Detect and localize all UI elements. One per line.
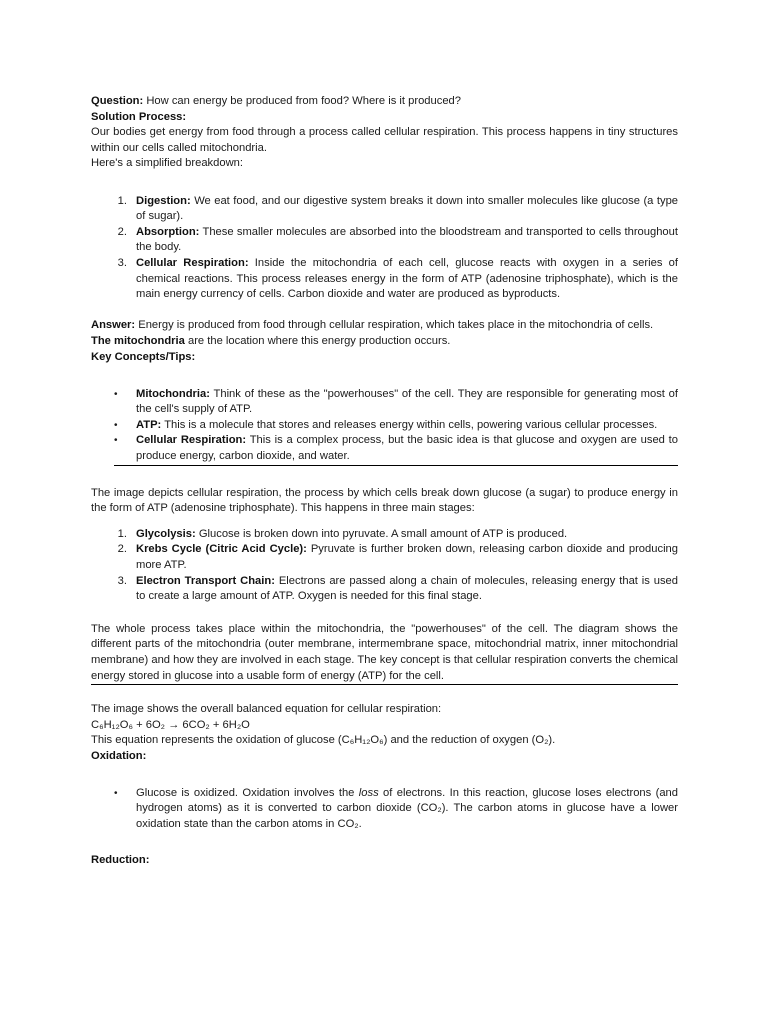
list-number: 3. [117,574,127,587]
item-label: Electron Transport Chain: [136,574,275,587]
item-text: This is a complex process, but the basic idea is that glucose and oxygen are used to produce energy, carbon dioxide, and water. [136,434,679,463]
item-label: Cellular Respiration: [136,434,247,447]
document-page [91,94,678,869]
item-text: Inside the mitochondria of each cell, glucose reacts with oxygen in a series of chemical reactions. This process releases energy in the form of ATP (adenosine triphosphate), which is the main energy currency of cells. Carbon dioxide and water are produced as byproducts. [136,256,678,301]
list-item [91,786,678,833]
stages-list [91,527,678,605]
item-label: Digestion: [136,194,191,207]
list-number: 3. [117,256,127,269]
equation-intro: The image shows the overall balanced equation for cellular respiration: [91,703,442,716]
equation: C₆H₁₂O₆ + 6O₂ → 6CO₂ + 6H₂O [91,718,250,731]
item-text: Think of these as the "powerhouses" of the cell. They are responsible for generating most of the cell's supply of ATP. [136,387,678,416]
list-item [91,542,678,573]
list-item [91,225,678,256]
concepts-list [91,387,678,465]
oxidation-heading [91,749,678,765]
item-text: This is a molecule that stores and releases energy within cells, powering various cellular processes. [164,418,658,431]
item-text: Glucose is oxidized. Oxidation involves the [136,786,355,799]
reduction-label: Reduction: [91,854,150,867]
item-label: Absorption: [136,225,200,238]
solution-label: Solution Process: [91,110,187,123]
item-label: Cellular Respiration: [136,256,249,269]
list-item [91,194,678,225]
list-number: 1. [117,194,127,207]
item-label: Glycolysis: [136,527,196,540]
mitochondria-line [91,334,678,350]
item-text: Electrons are passed along a chain of molecules, releasing energy that is used to create a large amount of ATP. Oxygen is needed for this final stage. [136,574,679,603]
list-item [91,527,678,543]
reduction-heading [91,853,678,869]
item-text: of electrons. In this reaction, glucose loses electrons (and hydrogen atoms) as it is converted to carbon dioxide (CO₂). The carbon atoms in glucose have a lower oxidation state than the carbon atoms in CO₂. [136,786,678,830]
item-text: Pyruvate is further broken down, releasing carbon dioxide and producing more ATP. [136,543,678,572]
list-number: 2. [117,225,127,238]
question-label: Question: [91,95,144,107]
list-number: 2. [117,543,127,556]
equation-represents: This equation represents the oxidation of glucose (C₆H₁₂O₆) and the reduction of oxygen (O₂). [91,734,556,747]
bullet: • [114,787,118,799]
item-label: Krebs Cycle (Citric Acid Cycle): [136,543,307,556]
question-text: How can energy be produced from food? Where is it produced? [146,95,461,107]
bullet: • [114,388,118,400]
list-item [91,574,678,605]
intro-paragraph: Our bodies get energy from food through a process called cellular respiration. This process happens in tiny structures within our cells called mitochondria. [91,126,678,154]
oxidation-list [91,786,678,833]
oxidation-label: Oxidation: [91,749,147,762]
list-item [91,256,678,303]
bullet: • [114,435,118,447]
key-concepts-label: Key Concepts/Tips: [91,350,196,363]
list-item [91,433,678,464]
key-concepts-heading [91,350,678,366]
steps-list [91,194,678,303]
item-text: We eat food, and our digestive system breaks it down into smaller molecules like glucose (a type of sugar). [136,194,679,223]
emphasis-text: loss [358,786,379,799]
bullet: • [114,419,118,431]
summary-paragraph: The whole process takes place within the mitochondria, the "powerhouses" of the cell. The diagram shows the different parts of the mitochondria (outer membrane, intermembrane space, mitochondrial matrix, inner mitochondrial membrane) and how they are involved in each stage. The key concept is that cellular respiration converts the chemical energy stored in glucose into a usable form of energy (ATP) for the cell. [91,622,678,682]
list-number: 1. [117,527,127,540]
solution-heading [91,110,678,126]
breakdown-line: Here's a simplified breakdown: [91,157,243,170]
item-label: Mitochondria: [136,387,210,400]
image-intro-paragraph: The image depicts cellular respiration, the process by which cells break down glucose (a sugar) to produce energy in the form of ATP (adenosine triphosphate). This happens in three main stages: [91,486,678,515]
item-text: Glucose is broken down into pyruvate. A small amount of ATP is produced. [198,527,568,540]
question-line [91,94,678,110]
item-text: These smaller molecules are absorbed into the bloodstream and transported to cells throughout the body. [136,225,678,254]
mitochondria-label: The mitochondria [91,334,185,347]
list-item [91,418,678,434]
mitochondria-text: are the location where this energy production occurs. [187,334,451,347]
answer-label: Answer: [91,319,136,332]
list-item [91,387,678,418]
answer-text: Energy is produced from food through cellular respiration, which takes place in the mitochondria of cells. [138,319,654,332]
item-label: ATP: [136,418,162,431]
answer-line [91,318,678,334]
